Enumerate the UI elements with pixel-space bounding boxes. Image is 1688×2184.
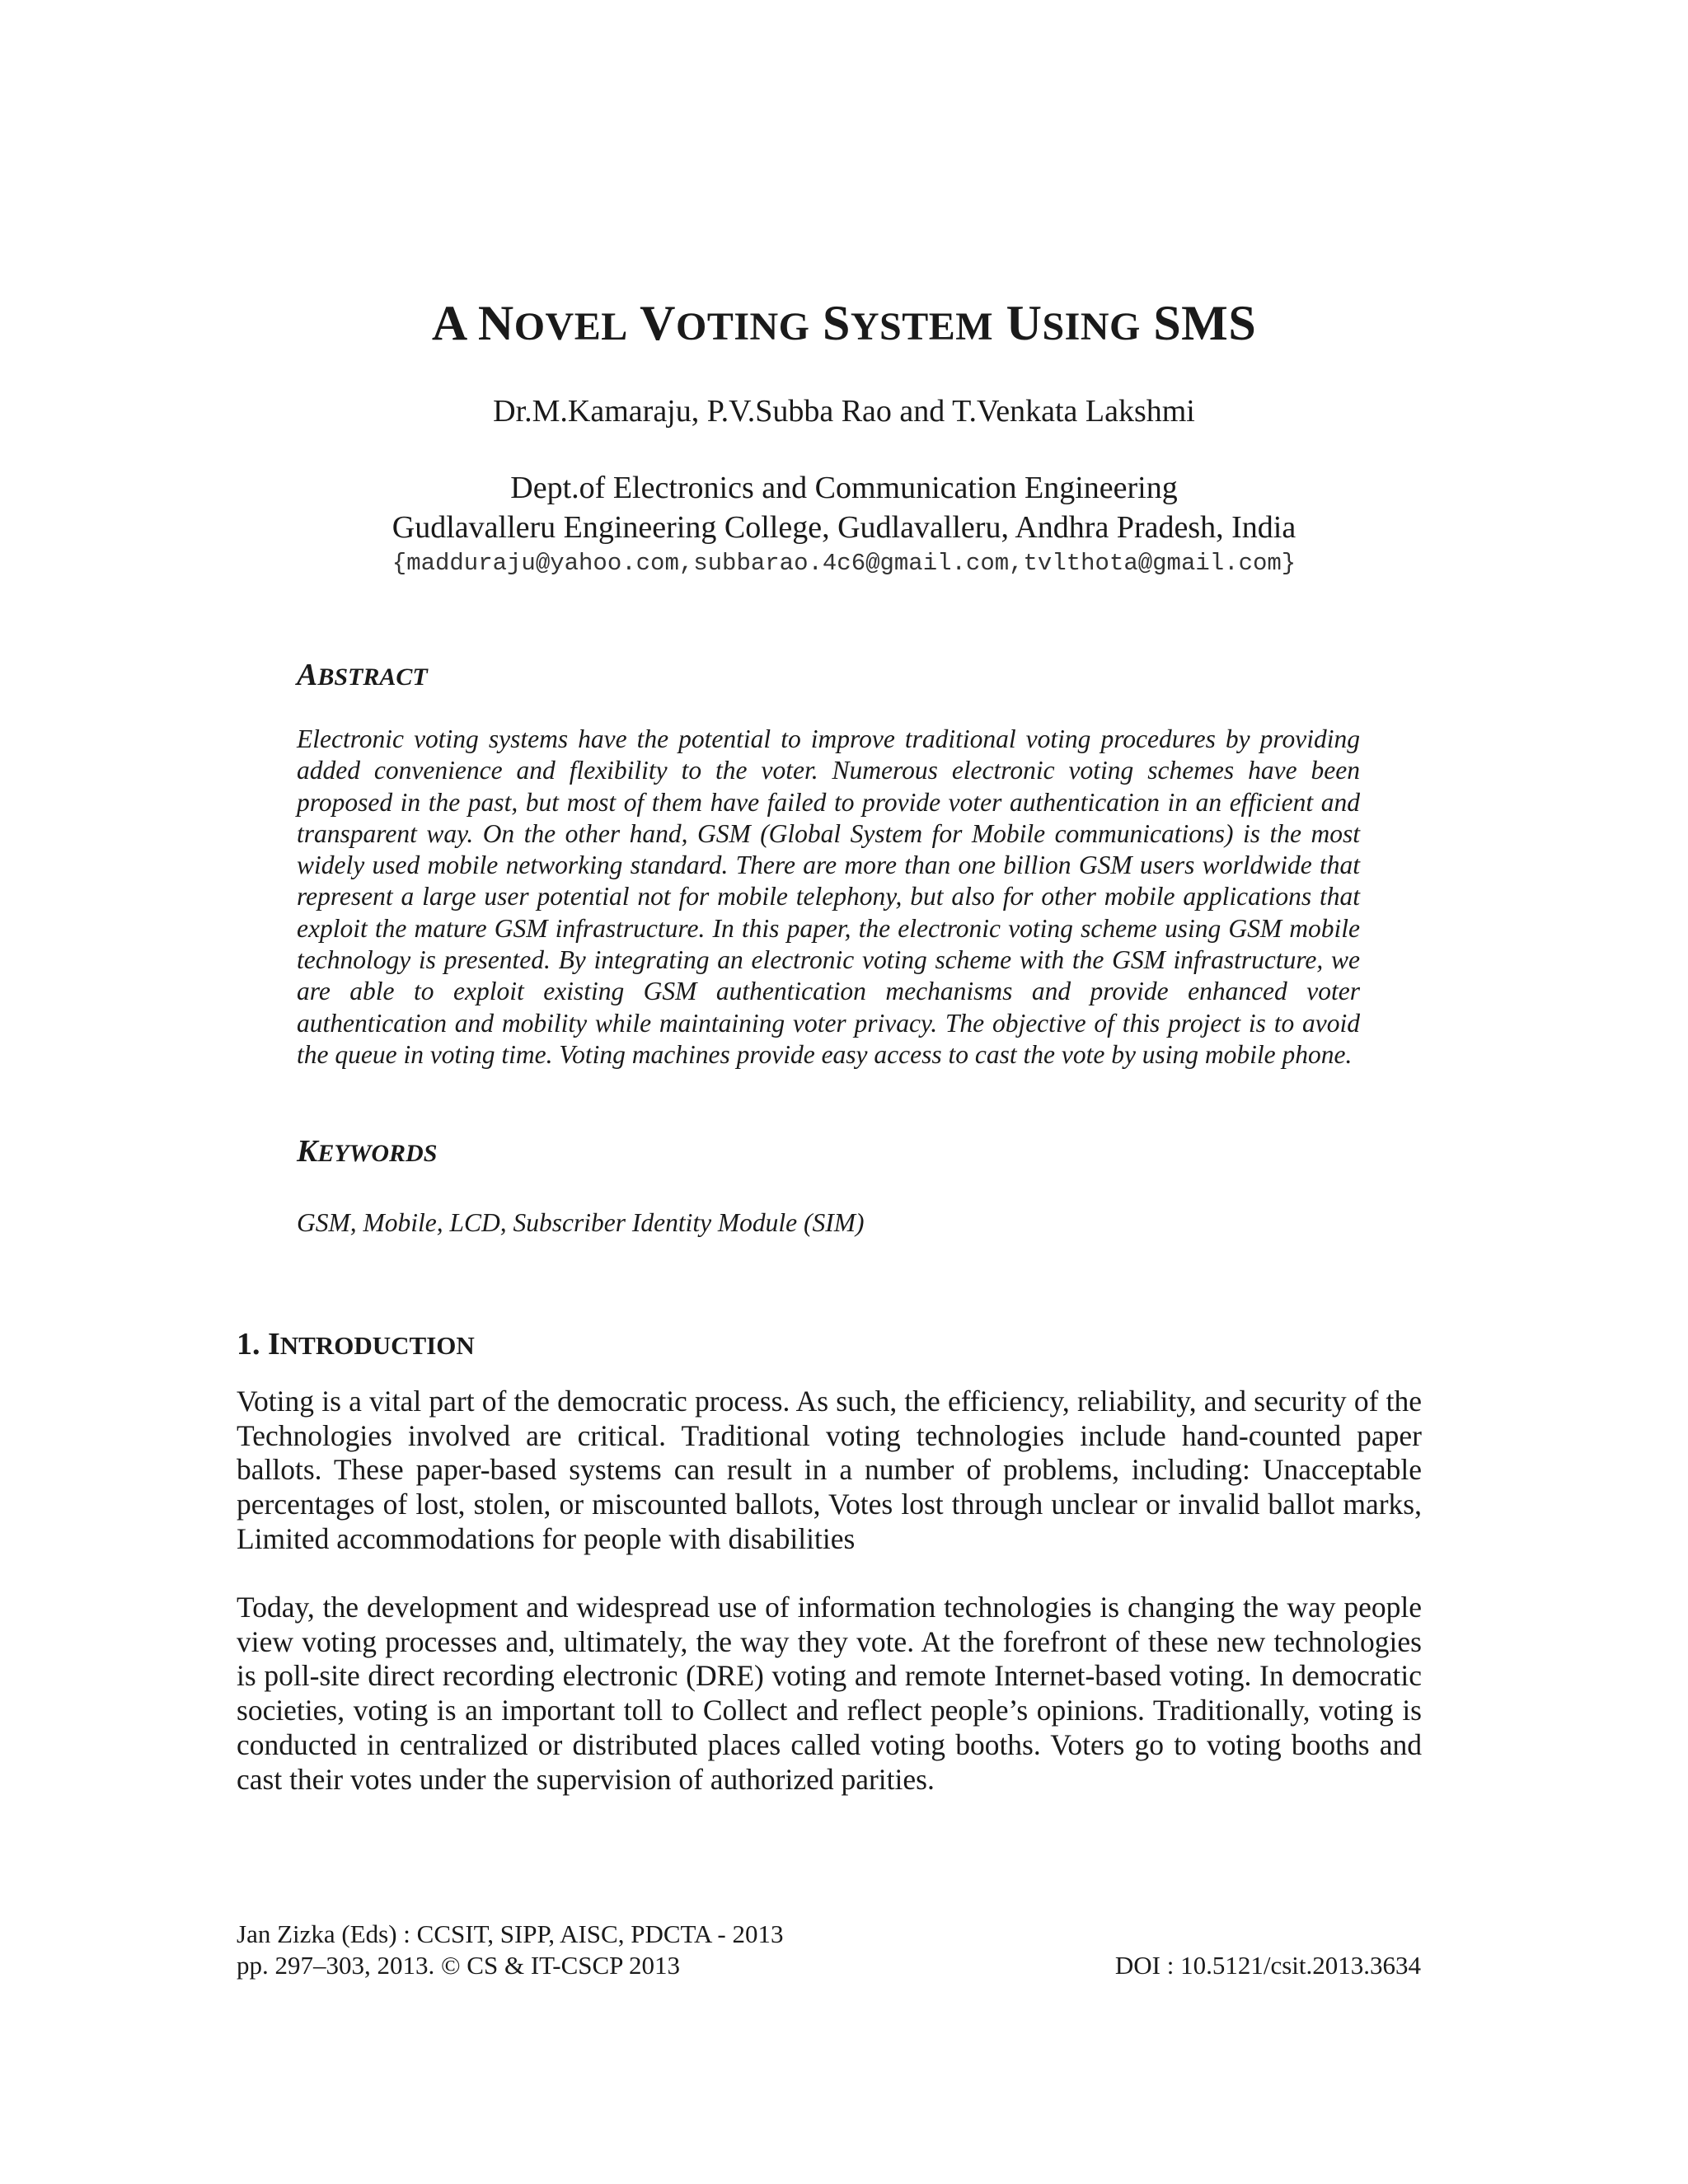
title-word: SYSTEM (823, 296, 994, 350)
footer-editors: Jan Zizka (Eds) : CCSIT, SIPP, AISC, PDCTA - 2013 (237, 1919, 784, 1948)
footer-citation (237, 1919, 784, 1981)
author-emails: {madduraju@yahoo.com,subbarao.4c6@gmail.com,tvlthota@gmail.com} (392, 550, 1296, 577)
title-word: SMS (1153, 296, 1257, 350)
title-word: NOVEL (477, 296, 628, 350)
keywords-heading: KEYWORDS (297, 1134, 438, 1169)
footer-pages: pp. 297–303, 2013. © CS & IT-CSCP 2013 (237, 1951, 681, 1980)
college: Gudlavalleru Engineering College, Gudlavalleru, Andhra Pradesh, India (392, 510, 1296, 545)
keywords-text: GSM, Mobile, LCD, Subscriber Identity Module (SIM) (297, 1208, 865, 1237)
abstract-text: Electronic voting systems have the potential to improve traditional voting procedures by providing added convenience and flexibility to the voter. Numerous electronic voting schemes have been proposed in the past, but most of them have failed to provide voter authentication in an efficient and transparent way. On the other hand, GSM (Global System for Mobile communications) is the most widely used mobile networking standard. There are more than one billion GSM users worldwide that represent a large user potential not for mobile telephony, but also for other mobile applications that exploit the mature GSM infrastructure. In this paper, the electronic voting scheme using GSM mobile technology is presented. By integrating an electronic voting scheme with the GSM infrastructure, we are able to exploit existing GSM authentication mechanisms and provide enhanced voter authentication and mobility while maintaining voter privacy. The objective of this project is to avoid the queue in voting time. Voting machines provide easy access to cast the vote by using mobile phone. (297, 724, 1360, 1069)
footer-doi: DOI : 10.5121/csit.2013.3634 (1114, 1951, 1421, 1980)
title-word: VOTING (640, 296, 810, 350)
intro-paragraph-2: Today, the development and widespread use of information technologies is changing the way people view voting processes and, ultimately, the way they vote. At the forefront of these new technologies is poll-site direct recording electronic (DRE) voting and remote Internet-based voting. In democratic societies, voting is an important toll to Collect and reflect people’s opinions. Traditionally, voting is conducted in centralized or distributed places called voting booths. Voters go to voting booths and cast their votes under the supervision of authorized parities. (237, 1591, 1422, 1796)
paper-title (0, 290, 1688, 360)
title-word: USING (1006, 296, 1141, 350)
author-list: Dr.M.Kamaraju, P.V.Subba Rao and T.Venkata Lakshmi (493, 394, 1195, 429)
department: Dept.of Electronics and Communication Engineering (510, 471, 1178, 505)
affiliation (0, 468, 1688, 547)
introduction-heading: 1. INTRODUCTION (237, 1327, 475, 1361)
abstract-heading: ABSTRACT (297, 658, 428, 692)
title-word: A (431, 296, 466, 350)
intro-paragraph-1: Voting is a vital part of the democratic process. As such, the efficiency, reliability, and security of the Technologies involved are critical. Traditional voting technologies include hand-counted paper ballots. These paper-based systems can result in a number of problems, including: Unacceptable percentages of lost, stolen, or miscounted ballots, Votes lost through unclear or invalid ballot marks, Limited accommodations for people with disabilities (237, 1385, 1422, 1555)
